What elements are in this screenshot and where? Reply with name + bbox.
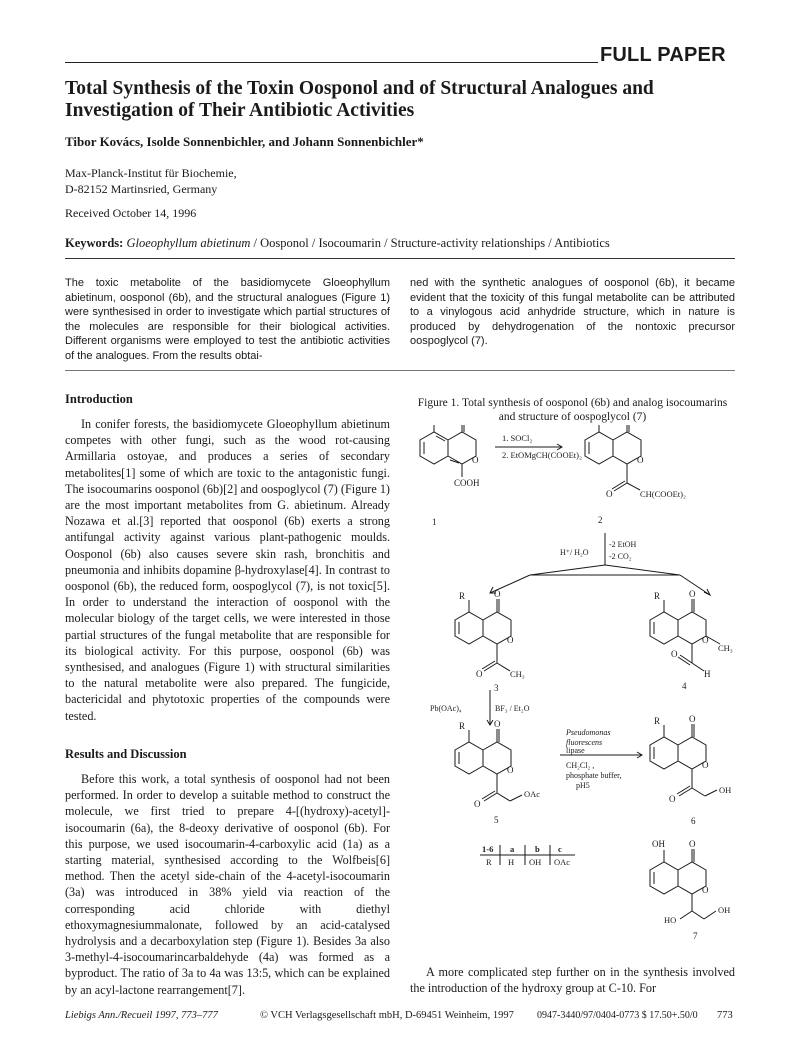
ring-o: O	[472, 455, 479, 465]
table-header-cell: b	[535, 844, 540, 854]
results-text	[65, 771, 390, 998]
introduction-heading: Introduction	[65, 392, 133, 406]
ring-o: O	[637, 455, 644, 465]
carbonyl-o: O	[689, 589, 696, 599]
ring-o: O	[702, 885, 709, 895]
substituent-r: R	[654, 716, 661, 726]
ring-o: O	[507, 635, 514, 645]
table-header-cell: c	[558, 844, 562, 854]
substituent-r: R	[459, 721, 466, 731]
compound-3-structure	[455, 599, 511, 671]
introduction-paragraph: In conifer forests, the basidiomycete Gloeophyllum abietinum competes with other fungi, such as the wood rot-causing Armillaria ostoyae, and produces a series of secondary metabolites[1] some of which are toxic to the antagonistic fungi. The isocoumarins oosponol (6b)[2] and oospoglycol (7) (Figure 1) are the most important metabolites from G. abietinum. Already Nozawa et al.[3] reported that oosponol (6b) exerts a strong antifungal activity against various plant-pathogenic moulds. Oosponol (6b) also causes severe skin rash, bronchitis and pneumonia and inhibits dopamine β-hydroxylase[4]. In contrast to oosponol (6b), the reduced form, oospoglycol (7), is not toxic[5]. In order to understand the interaction of oosponol with the molecular biology of the target cells, we were interested in those partial structures of the fungal metabolite that are responsible for its biological activity. For this purpose, oosponol (6b) was synthesised, and analogues (Figure 1) with structural similarities to the natural metabolite were also prepared. The fungicide, bactericidal and phytotoxic properties of the compounds were tested.	[65, 417, 390, 723]
substituent-r: R	[459, 591, 466, 601]
article-title: Total Synthesis of the Toxin Oosponol and of Structural Analogues and Investigation of Their Antibiotic Activities	[65, 78, 654, 121]
results-continuation	[410, 964, 735, 996]
ph-condition: pH5	[576, 781, 590, 790]
received-date: Received October 14, 1996	[65, 206, 197, 220]
methyl-label: CH₃	[718, 643, 733, 653]
keywords-species: Gloeophyllum abietinum	[126, 236, 251, 250]
ketone-o: O	[476, 669, 483, 679]
synthesis-scheme-figure	[410, 425, 740, 945]
keywords-label: Keywords:	[65, 236, 124, 250]
abstract-left: The toxic metabolite of the basidiomycete Gloeophyllum abietinum, oosponol (6b), and the structural analogues (Figure 1) were synthesised in order to investigate which partial structures of the molecules are responsible for their biological activities. Different organisms were employed to test the antibiotic activities of the analogues. From the results obtai-	[65, 277, 390, 362]
ketone-o: O	[606, 489, 613, 499]
ketone-o: O	[669, 794, 676, 804]
compound-1-structure	[420, 425, 476, 477]
compound-number-7: 7	[693, 931, 698, 941]
results-paragraph: Before this work, a total synthesis of oosponol had not been performed. In order to develop a suitable method to construct the molecule, we first tried to prepare 4-[(hydroxy)-acetyl]-isocoumarin (6a), the 8-deoxy derivative of oosponol (6b). For this purpose, we used isocoumarin-4-carboxylic acid (1a) as a starting material, synthesised according to the Wolfbeis[6] method. Then the acetyl side-chain of the 4-acetyl-isocoumarin (3a) was introduced in 38% yield via reaction of the corresponding acid chloride with diethyl ethoxymagnesiummalonate, followed by an acid-catalysed hydrolysis and a decarboxylation step (Figure 1). Besides 3a also 3-methyl-4-isocoumarincarbaldehyde (4a) was formed as a byproduct. The ratio of 3a to 4a was 13:5, which can be explained by an acyl-lactone rearrangement[7].	[65, 772, 390, 997]
reagent-line-2: 2. EtOMgCH(COOEt)₂	[502, 450, 582, 460]
abstract-right: ned with the synthetic analogues of oosponol (6b), it became evident that the toxicity of this fungal metabolite can be attributed to a vinylogous acid anhydride structure, which in nature is produced by dehydrogenation of the nontoxic precursor oospoglycol (7).	[410, 277, 735, 347]
bf3-reagent: BF₃ / Et₂O	[495, 704, 530, 713]
figure-caption: Figure 1. Total synthesis of oosponol (6b) and analog isocoumarins and structure of oospoglycol (7)	[417, 397, 728, 423]
carbonyl-o: O	[494, 719, 501, 729]
keywords-list: / Oosponol / Isocoumarin / Structure-activity relationships / Antibiotics	[250, 236, 610, 250]
page-number: 773	[717, 1010, 733, 1021]
hydroxy-label: HO	[664, 915, 677, 925]
keywords-rule	[65, 258, 735, 259]
hydroxy-label: OH	[718, 905, 731, 915]
methyl-label: CH₃	[510, 669, 525, 679]
header-rule	[65, 62, 598, 63]
table-cell: H	[508, 857, 515, 867]
affiliation-line: D-82152 Martinsried, Germany	[65, 182, 218, 196]
table-cell: OH	[529, 857, 542, 867]
affiliation-line: Max-Planck-Institut für Biochemie,	[65, 166, 237, 180]
carbonyl-o: O	[689, 714, 696, 724]
keywords	[65, 236, 745, 251]
table-cell: OAc	[554, 857, 571, 867]
abstract-rule	[65, 370, 735, 371]
solvent-condition: CH₂Cl₂ ,	[566, 761, 595, 770]
arrowhead	[704, 589, 710, 595]
introduction-text	[65, 416, 390, 724]
compound-number-6: 6	[691, 816, 696, 826]
table-cell: R	[486, 857, 492, 867]
section-label: FULL PAPER	[600, 44, 726, 66]
lead-tetraacetate: Pb(OAc)₄	[430, 704, 462, 713]
ring-o: O	[507, 765, 514, 775]
compound-number-4: 4	[682, 681, 687, 691]
footer-code: 0947-3440/97/0404-0773 $ 17.50+.50/0	[537, 1010, 698, 1021]
compound-number-1: 1	[432, 517, 437, 527]
enzyme-genus: Pseudomonas	[566, 728, 611, 737]
buffer-condition: phosphate buffer,	[566, 771, 622, 780]
acid-conditions: H⁺/ H₂O	[560, 548, 589, 557]
ketone-o: O	[474, 799, 481, 809]
ring-o: O	[702, 635, 709, 645]
authors: Tibor Kovács, Isolde Sonnenbichler, and Johann Sonnenbichler*	[65, 134, 424, 149]
loss-ethanol: -2 EtOH	[609, 540, 637, 549]
carbonyl-o: O	[689, 839, 696, 849]
phenol-oh-label: OH	[652, 839, 665, 849]
substituent-r: R	[654, 591, 661, 601]
compound-4-structure	[650, 599, 720, 671]
hydroxy-label: OH	[719, 785, 732, 795]
ring-o: O	[702, 760, 709, 770]
affiliation	[65, 165, 237, 197]
carbonyl-o: O	[494, 589, 501, 599]
compound-number-2: 2	[598, 515, 603, 525]
enzyme-species: fluorescens	[566, 738, 603, 747]
compound-number-5: 5	[494, 815, 499, 825]
table-header-cell: 1-6	[482, 844, 494, 854]
aldehyde-h: H	[704, 669, 711, 679]
acetate-label: OAc	[524, 789, 541, 799]
footer-publisher: © VCH Verlagsgesellschaft mbH, D-69451 Weinheim, 1997	[260, 1010, 514, 1021]
enzyme-type: lipase	[566, 746, 585, 755]
results-heading: Results and Discussion	[65, 747, 187, 761]
compound-number-3: 3	[494, 683, 499, 693]
compound-2-structure	[585, 425, 641, 491]
loss-co2: -2 CO₂	[609, 552, 632, 561]
reagent-line-1: 1. SOCl₂	[502, 433, 533, 443]
aldehyde-o: O	[671, 649, 678, 659]
cooh-label: COOH	[454, 478, 480, 488]
compound-7-structure	[650, 849, 716, 919]
malonate-label: CH(COOEt)₂	[640, 489, 686, 499]
results-continuation-paragraph: A more complicated step further on in the synthesis involved the introduction of the hydroxy group at C-10. For	[410, 965, 735, 996]
footer-journal: Liebigs Ann./Recueil 1997, 773–777	[65, 1010, 218, 1021]
table-header-cell: a	[510, 844, 515, 854]
